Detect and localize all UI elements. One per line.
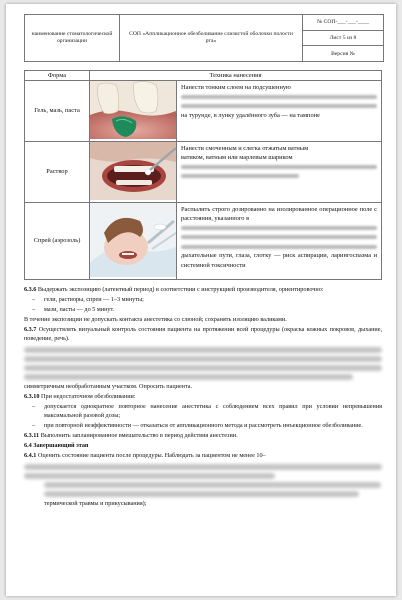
redacted-text <box>44 491 359 497</box>
technique-spray: Распылить строго дозированно на изолированное операционное поле с расстояния, указанного в дыхательные пути, глаза, глотку — риск аспирации, ларингоспазма и системной токсичности <box>177 203 382 280</box>
document-page <box>6 4 396 596</box>
technique-column-header: Техника нанесения <box>90 71 382 81</box>
organization-name: наименование стоматологической организации <box>25 15 120 61</box>
dental-spray-image <box>90 203 177 280</box>
procedure-text <box>24 286 382 510</box>
table-row <box>25 81 382 142</box>
form-gel: Гель, мазь, паста <box>25 81 90 142</box>
section-number: 6.4.1 <box>24 452 37 460</box>
section-number: 6.3.10 <box>24 393 40 401</box>
document-meta <box>303 15 383 61</box>
paragraph: Выдержать экспозицию (латентный период) в соответствии с инструкцией производителя, ориентировочно: <box>37 286 324 293</box>
version-number: Версия № <box>331 50 355 57</box>
paragraph: термической травмы и прикусывания); <box>44 500 147 508</box>
paragraph: В течение экспозиции не допускать контакта анестетика со слюной; сохранять изоляцию валиками. <box>24 315 287 323</box>
document-header <box>24 14 384 62</box>
insufficient-anesthesia-list <box>24 403 382 430</box>
exposure-list <box>24 296 382 315</box>
form-solution: Раствор <box>25 142 90 203</box>
section-number: 6.3.6 <box>24 286 37 293</box>
technique-solution: Нанести смоченным и слегка отжатым ватным ватиком, ватным или марлевым шариком <box>177 142 382 203</box>
section-number: 6.3.11 <box>24 431 40 439</box>
redacted-text <box>24 374 353 380</box>
table-row <box>25 142 382 203</box>
list-item: – допускается однократное повторное нанесение анестетика с соблюдением всех правил при условии непревышения максимальной разовой дозы; <box>44 403 382 421</box>
form-spray: Спрей (аэрозоль) <box>25 203 90 280</box>
sheet-number: Лист 5 из 8 <box>303 31 383 47</box>
paragraph: симметричным необработанным участком. Опросить пациента. <box>24 382 193 390</box>
paragraph: Выполнить запланированное вмешательство в период действия анестезии. <box>40 431 238 439</box>
paragraph: При недостаточном обезболивании: <box>41 393 136 401</box>
redacted-text <box>24 464 382 470</box>
form-column-header: Форма <box>25 71 90 81</box>
list-item: – мази, пасты — до 5 минут. <box>44 306 382 315</box>
sop-title: СОП «Аппликационное обезболивание слизистой оболочки полости рта» <box>120 15 303 61</box>
mouth-treatment-image <box>90 142 177 203</box>
section-number: 6.3.7 <box>24 326 37 334</box>
list-item: – при повторной неэффективности — отказаться от аппликационного метода и рассмотреть инъекционное обезболивание. <box>44 422 382 431</box>
redacted-text <box>24 473 275 479</box>
technique-gel: Нанести тонким слоем на подсушенную на турунде, в лунку удалённого зуба — на тампоне <box>177 81 382 142</box>
tooth-extraction-image <box>90 81 177 142</box>
paragraph: Осуществлять визуальный контроль состояния пациента на протяжении всей процедуры (окраска кожных покровов, дыхание, поведение, речь). <box>24 326 382 342</box>
sop-number: № СОП-___-___-____ <box>303 15 383 31</box>
paragraph: Оценить состояние пациента после процедуры. Наблюдать за пациентом не менее 10– <box>37 452 266 460</box>
redacted-text <box>24 347 382 353</box>
section-heading: 6.4 Завершающий этап <box>24 442 89 450</box>
redacted-text <box>24 356 382 362</box>
redacted-text <box>24 365 382 371</box>
list-item: – гели, растворы, спреи — 1–3 минуты; <box>44 296 382 305</box>
application-technique-table <box>24 70 382 280</box>
table-row <box>25 203 382 280</box>
redacted-text <box>44 482 381 488</box>
